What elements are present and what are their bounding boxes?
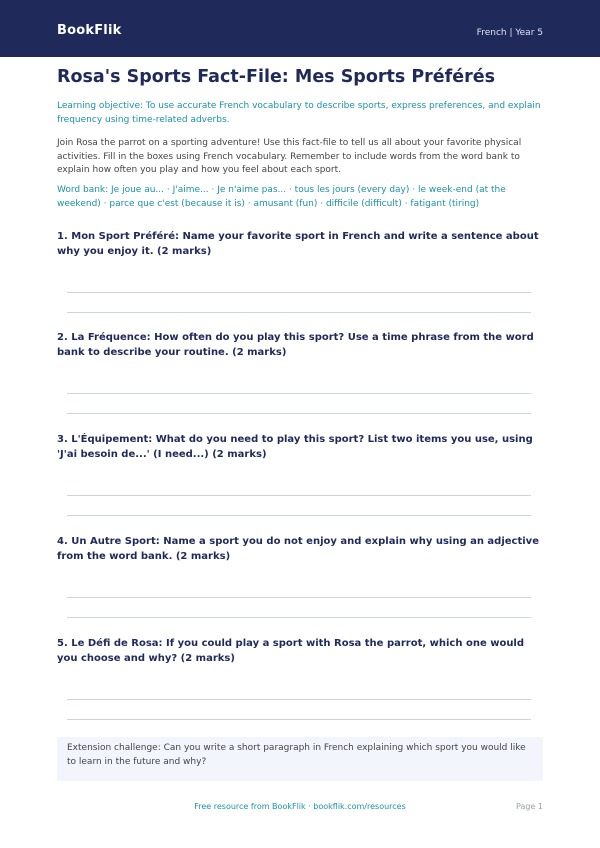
footer-link[interactable]: Free resource from BookFlik · bookflik.com/resources: [194, 802, 406, 811]
question-3: 3. L'Équipement: What do you need to play this sport? List two items you use, using 'J'ai besoin de...' (I need...) (2 marks): [57, 434, 533, 460]
extension-challenge: Extension challenge: Can you write a short paragraph in French explaining which sport you would like to learn in the future and why?: [57, 737, 543, 781]
page-title: Rosa's Sports Fact-File: Mes Sports Préférés: [57, 67, 496, 87]
brand-logo[interactable]: BookFlik: [57, 23, 122, 38]
answer-line[interactable]: [67, 393, 531, 394]
question-4: 4. Un Autre Sport: Name a sport you do not enjoy and explain why using an adjective from the word bank. (2 marks): [57, 536, 539, 562]
question-1: 1. Mon Sport Préféré: Name your favorite sport in French and write a sentence about why you enjoy it. (2 marks): [57, 231, 539, 257]
answer-line[interactable]: [67, 312, 531, 313]
question-2: 2. La Fréquence: How often do you play this sport? Use a time phrase from the word bank to describe your routine. (2 marks): [57, 332, 534, 358]
answer-line[interactable]: [67, 719, 531, 720]
answer-line[interactable]: [67, 413, 531, 414]
subject-year-label: French | Year 5: [476, 28, 543, 38]
question-5: 5. Le Défi de Rosa: If you could play a sport with Rosa the parrot, which one would you choose and why? (2 marks): [57, 638, 525, 664]
answer-line[interactable]: [67, 617, 531, 618]
answer-line[interactable]: [67, 699, 531, 700]
answer-line[interactable]: [67, 292, 531, 293]
word-bank: Word bank: Je joue au... · J'aime... · Je n'aime pas... · tous les jours (every day) · le week-end (at the weekend) · parce que c'est (because it is) · amusant (fun) · difficile (difficult) · fatigant (tiring): [57, 185, 506, 209]
page-header: [0, 0, 600, 57]
answer-line[interactable]: [67, 515, 531, 516]
answer-line[interactable]: [67, 597, 531, 598]
page-number: Page 1: [516, 802, 543, 811]
answer-line[interactable]: [67, 495, 531, 496]
learning-objective: Learning objective: To use accurate French vocabulary to describe sports, express preferences, and explain frequency using time-related adverbs.: [57, 101, 541, 125]
intro-text: Join Rosa the parrot on a sporting adventure! Use this fact-file to tell us all about your favorite physical activities. Fill in the boxes using French vocabulary. Remember to include words from the word bank to explain how often you play and how you feel about each sport.: [57, 138, 522, 175]
